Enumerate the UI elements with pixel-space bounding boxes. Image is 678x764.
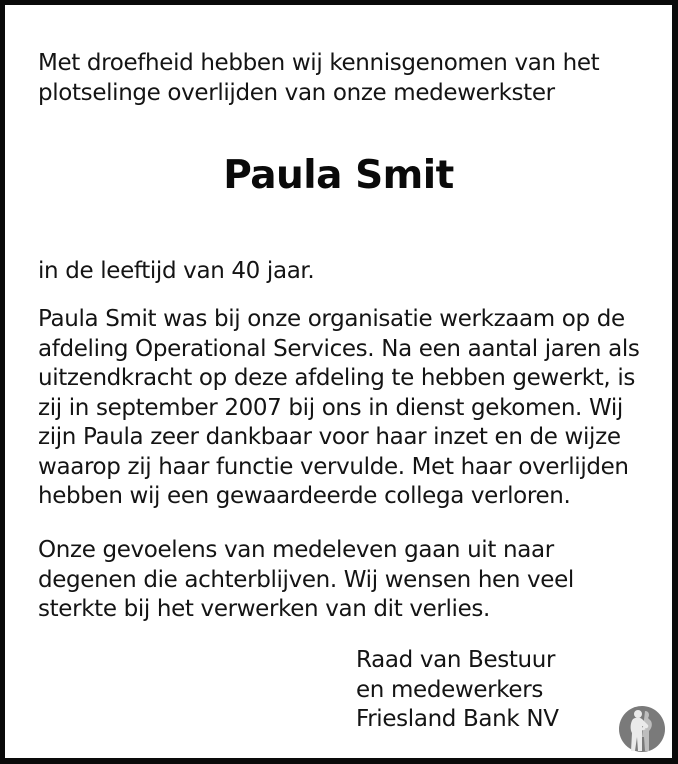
body-line: zij in september 2007 bij ons in dienst gekomen. Wij <box>38 394 623 421</box>
body-line: hebben wij een gewaardeerde collega verloren. <box>38 483 571 509</box>
intro-text <box>38 49 599 108</box>
signature-block <box>356 646 559 735</box>
signature-line: en medewerkers <box>356 676 543 703</box>
signature-line: Friesland Bank NV <box>356 706 559 732</box>
body-line: waarop zij haar functie vervulde. Met haar overlijden <box>38 453 629 480</box>
body-paragraph <box>38 305 640 512</box>
body-line: afdeling Operational Services. Na een aantal jaren als <box>38 335 640 362</box>
age-line <box>38 257 314 287</box>
body-line: Paula Smit was bij onze organisatie werkzaam op de <box>38 306 625 332</box>
deceased-name: Paula Smit <box>223 153 454 198</box>
condolence-line: degenen die achterblijven. Wij wensen hen veel <box>38 566 574 593</box>
condolence-paragraph <box>38 536 574 625</box>
age-text: in de leeftijd van 40 jaar. <box>38 258 315 284</box>
embracing-figures-icon <box>618 705 666 753</box>
condolence-line: Onze gevoelens van medeleven gaan uit naar <box>38 537 554 563</box>
body-line: uitzendkracht op deze afdeling te hebben gewerkt, is <box>38 365 636 391</box>
body-line: zijn Paula zeer dankbaar voor haar inzet en de wijze <box>38 424 621 450</box>
signature-line: Raad van Bestuur <box>356 647 556 673</box>
condolence-line: sterkte bij het verwerken van dit verlies. <box>38 596 490 622</box>
intro-line: Met droefheid hebben wij kennisgenomen van het <box>38 50 600 76</box>
intro-line: plotselinge overlijden van onze medewerkster <box>38 79 555 106</box>
